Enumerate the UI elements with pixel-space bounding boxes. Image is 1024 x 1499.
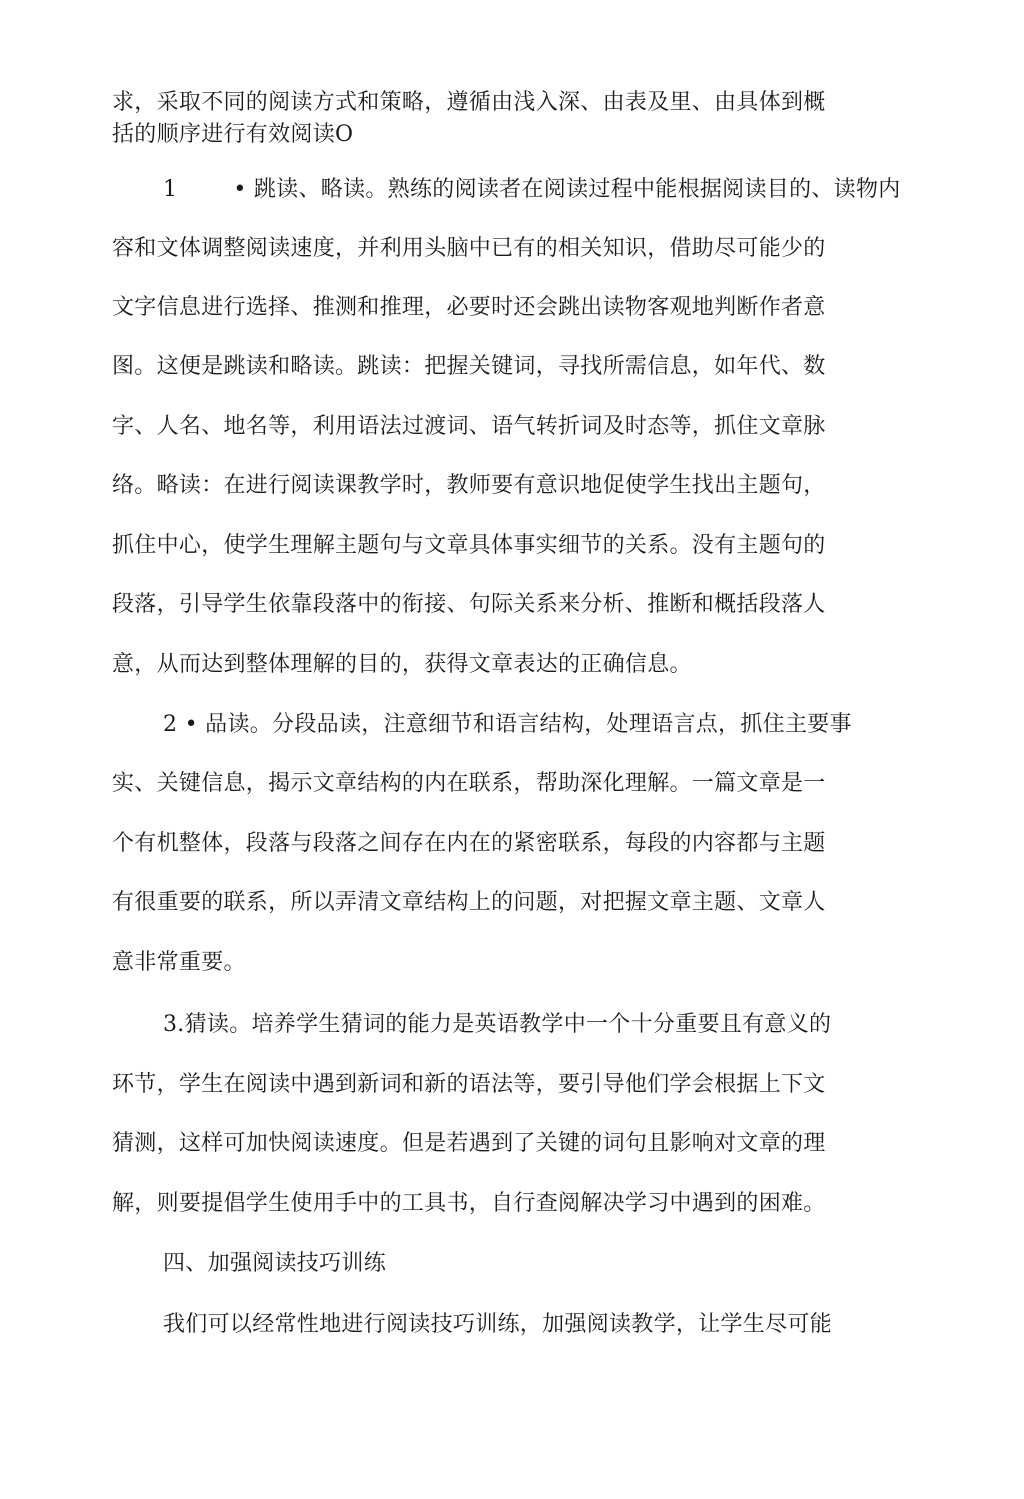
text-line: 意，从而达到整体理解的目的，获得文章表达的正确信息。 (112, 652, 692, 677)
text-line: 图。这便是跳读和略读。跳读：把握关键词，寻找所需信息，如年代、数 (112, 354, 826, 379)
text-line: 求，采取不同的阅读方式和策略，遵循由浅入深、由表及里、由具体到概 (112, 90, 826, 115)
section-heading: 四、加强阅读技巧训练 (163, 1251, 387, 1276)
text-line: 抓住中心，使学生理解主题句与文章具体事实细节的关系。没有主题句的 (112, 533, 826, 558)
text-line: 字、人名、地名等，利用语法过渡词、语气转折词及时态等，抓住文章脉 (112, 414, 826, 439)
paragraph-number: 1 (163, 177, 178, 202)
text-line: • 跳读、略读。熟练的阅读者在阅读过程中能根据阅读目的、读物内 (233, 177, 901, 202)
text-line: 猜测，这样可加快阅读速度。但是若遇到了关键的词句且影响对文章的理 (112, 1131, 826, 1156)
paragraph-1-first-line (163, 177, 901, 203)
text-line: 解，则要提倡学生使用手中的工具书，自行查阅解决学习中遇到的困难。 (112, 1191, 826, 1216)
paragraph-4-first-line: 我们可以经常性地进行阅读技巧训练，加强阅读教学，让学生尽可能 (163, 1312, 833, 1337)
text-line: 络。略读：在进行阅读课教学时，教师要有意识地促使学生找出主题句， (112, 473, 826, 498)
text-line: 实、关键信息，揭示文章结构的内在联系，帮助深化理解。一篇文章是一 (112, 771, 826, 796)
paragraph-3-first-line: 3.猜读。培养学生猜词的能力是英语教学中一个十分重要且有意义的 (163, 1012, 832, 1037)
paragraph-2-first-line: 2 • 品读。分段品读，注意细节和语言结构，处理语言点，抓住主要事 (163, 712, 852, 737)
text-line: 环节，学生在阅读中遇到新词和新的语法等，要引导他们学会根据上下文 (112, 1072, 826, 1097)
text-line: 容和文体调整阅读速度，并利用头脑中已有的相关知识，借助尽可能少的 (112, 236, 826, 261)
text-line: 个有机整体，段落与段落之间存在内在的紧密联系，每段的内容都与主题 (112, 831, 826, 856)
text-line: 段落，引导学生依靠段落中的衔接、句际关系来分析、推断和概括段落人 (112, 592, 826, 617)
text-line: 文字信息进行选择、推测和推理，必要时还会跳出读物客观地判断作者意 (112, 295, 826, 320)
text-line: 括的顺序进行有效阅读O (112, 122, 354, 147)
text-line: 意非常重要。 (112, 950, 246, 975)
text-line: 有很重要的联系，所以弄清文章结构上的问题，对把握文章主题、文章人 (112, 890, 826, 915)
